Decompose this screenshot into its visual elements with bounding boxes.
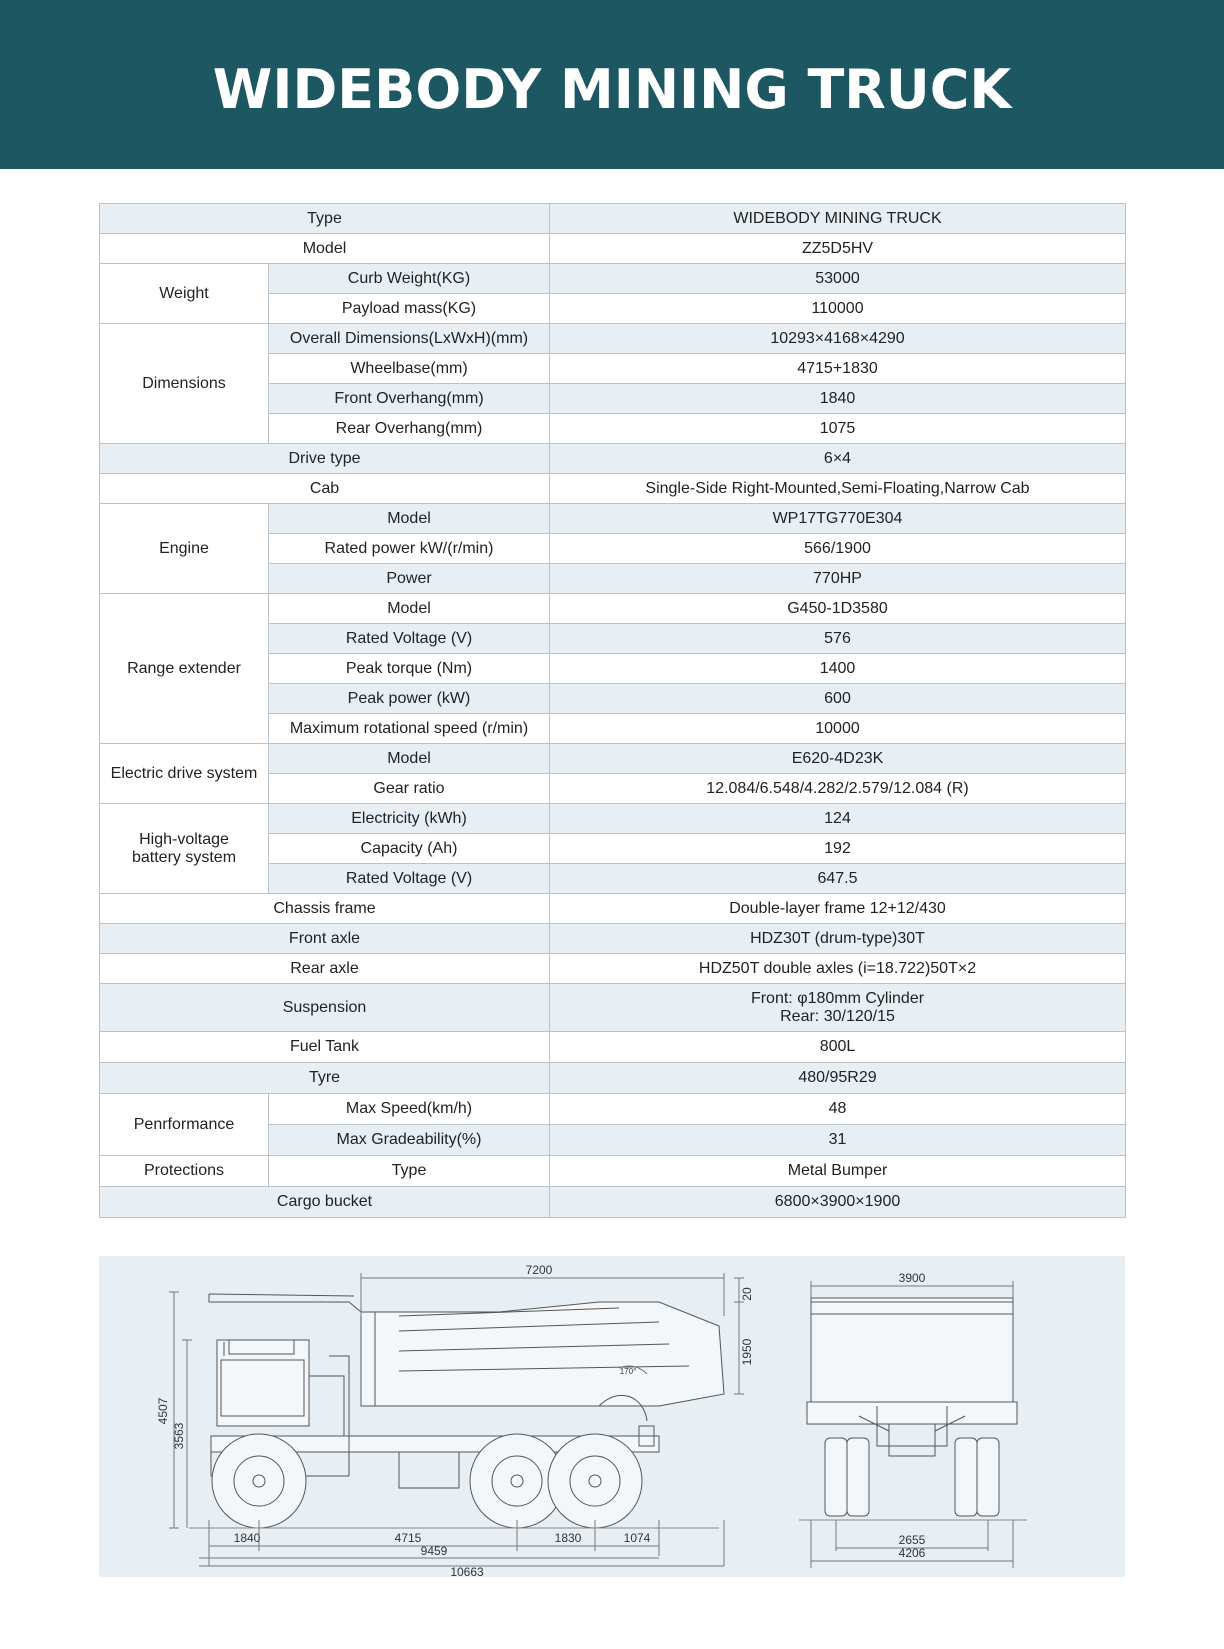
spec-label: Rear Overhang(mm)	[269, 414, 550, 444]
spec-label: Rated Voltage (V)	[269, 624, 550, 654]
spec-value: E620-4D23K	[550, 744, 1126, 774]
dim-wheelbase-2: 1830	[554, 1531, 582, 1545]
spec-label: Curb Weight(KG)	[269, 264, 550, 294]
spec-label: Type	[269, 1156, 550, 1187]
spec-label: Wheelbase(mm)	[269, 354, 550, 384]
title-banner	[0, 0, 1224, 169]
table-row	[100, 444, 1126, 474]
spec-value: Double-layer frame 12+12/430	[550, 894, 1126, 924]
dim-body-width: 3900	[898, 1271, 926, 1285]
table-row	[100, 264, 1126, 294]
spec-value: 647.5	[550, 864, 1126, 894]
spec-label: Chassis frame	[100, 894, 550, 924]
table-row	[100, 954, 1126, 984]
spec-label: Model	[269, 504, 550, 534]
spec-value: 192	[550, 834, 1126, 864]
spec-value: 48	[550, 1094, 1126, 1125]
spec-value: Front: φ180mm Cylinder Rear: 30/120/15	[550, 984, 1126, 1032]
spec-label: Rear axle	[100, 954, 550, 984]
spec-label: Gear ratio	[269, 774, 550, 804]
group-label: Dimensions	[100, 324, 269, 444]
spec-value: 576	[550, 624, 1126, 654]
group-label: Weight	[100, 264, 269, 324]
spec-label: Cab	[100, 474, 550, 504]
spec-value: 110000	[550, 294, 1126, 324]
dim-wheelbase-1: 4715	[394, 1531, 422, 1545]
spec-value: 10293×4168×4290	[550, 324, 1126, 354]
spec-label: Model	[269, 744, 550, 774]
spec-label: Payload mass(KG)	[269, 294, 550, 324]
dim-cab-height: 3563	[172, 1422, 186, 1450]
dim-front-overhang: 1840	[233, 1531, 261, 1545]
drawing-svg	[99, 1256, 1125, 1577]
spec-value: WP17TG770E304	[550, 504, 1126, 534]
dim-top-gap: 20	[740, 1287, 754, 1301]
group-label: Range extender	[100, 594, 269, 744]
spec-value: 1075	[550, 414, 1126, 444]
spec-label: Maximum rotational speed (r/min)	[269, 714, 550, 744]
group-label: High-voltage battery system	[100, 804, 269, 894]
table-row	[100, 234, 1126, 264]
table-row	[100, 804, 1126, 834]
table-row	[100, 1094, 1126, 1125]
table-row	[100, 1187, 1126, 1218]
spec-value: 1400	[550, 654, 1126, 684]
spec-value: HDZ30T (drum-type)30T	[550, 924, 1126, 954]
dim-top-length: 7200	[525, 1263, 553, 1277]
spec-value: ZZ5D5HV	[550, 234, 1126, 264]
group-label: Engine	[100, 504, 269, 594]
dim-body-height: 1950	[740, 1338, 754, 1366]
dim-rear-overhang: 1074	[623, 1531, 651, 1545]
spec-label: Cargo bucket	[100, 1187, 550, 1218]
spec-value: 6×4	[550, 444, 1126, 474]
spec-label: Max Gradeability(%)	[269, 1125, 550, 1156]
group-label: Protections	[100, 1156, 269, 1187]
table-row	[100, 474, 1126, 504]
spec-value: 53000	[550, 264, 1126, 294]
spec-value: 600	[550, 684, 1126, 714]
spec-label: Rated power kW/(r/min)	[269, 534, 550, 564]
spec-table	[99, 203, 1126, 1218]
group-label: Penrformance	[100, 1094, 269, 1156]
spec-label: Peak power (kW)	[269, 684, 550, 714]
spec-label: Model	[269, 594, 550, 624]
spec-value: 10000	[550, 714, 1126, 744]
spec-value: 6800×3900×1900	[550, 1187, 1126, 1218]
spec-value: WIDEBODY MINING TRUCK	[550, 204, 1126, 234]
spec-value: 31	[550, 1125, 1126, 1156]
spec-label: Front Overhang(mm)	[269, 384, 550, 414]
spec-label: Electricity (kWh)	[269, 804, 550, 834]
spec-label: Tyre	[100, 1063, 550, 1094]
group-label: Electric drive system	[100, 744, 269, 804]
table-row	[100, 924, 1126, 954]
dim-track: 2655	[898, 1533, 926, 1547]
spec-label: Max Speed(km/h)	[269, 1094, 550, 1125]
spec-label: Peak torque (Nm)	[269, 654, 550, 684]
spec-label: Overall Dimensions(LxWxH)(mm)	[269, 324, 550, 354]
table-row	[100, 1032, 1126, 1063]
spec-label: Rated Voltage (V)	[269, 864, 550, 894]
dim-angle: 170°	[619, 1367, 637, 1376]
table-row	[100, 984, 1126, 1032]
spec-value: Metal Bumper	[550, 1156, 1126, 1187]
spec-label: Suspension	[100, 984, 550, 1032]
spec-value: 1840	[550, 384, 1126, 414]
table-row	[100, 744, 1126, 774]
table-row	[100, 204, 1126, 234]
spec-label: Capacity (Ah)	[269, 834, 550, 864]
spec-label: Fuel Tank	[100, 1032, 550, 1063]
spec-label: Front axle	[100, 924, 550, 954]
table-row	[100, 894, 1126, 924]
spec-value: 124	[550, 804, 1126, 834]
dim-overall-height: 4507	[156, 1397, 170, 1425]
spec-label: Power	[269, 564, 550, 594]
spec-value: G450-1D3580	[550, 594, 1126, 624]
table-row	[100, 1063, 1126, 1094]
spec-label: Type	[100, 204, 550, 234]
spec-label: Drive type	[100, 444, 550, 474]
table-row	[100, 324, 1126, 354]
spec-value: 770HP	[550, 564, 1126, 594]
dim-overall-width: 4206	[898, 1546, 926, 1560]
spec-value: 800L	[550, 1032, 1126, 1063]
spec-value: 480/95R29	[550, 1063, 1126, 1094]
dim-length-2: 10663	[450, 1565, 484, 1577]
spec-label: Model	[100, 234, 550, 264]
spec-value: 12.084/6.548/4.282/2.579/12.084 (R)	[550, 774, 1126, 804]
spec-value: 566/1900	[550, 534, 1126, 564]
table-row	[100, 1156, 1126, 1187]
table-row	[100, 594, 1126, 624]
dim-length-1: 9459	[420, 1544, 448, 1558]
page-title: WIDEBODY MINING TRUCK	[212, 58, 1012, 121]
spec-value: Single-Side Right-Mounted,Semi-Floating,Narrow Cab	[550, 474, 1126, 504]
spec-value: 4715+1830	[550, 354, 1126, 384]
technical-drawing	[99, 1256, 1125, 1577]
spec-value: HDZ50T double axles (i=18.722)50T×2	[550, 954, 1126, 984]
table-row	[100, 504, 1126, 534]
